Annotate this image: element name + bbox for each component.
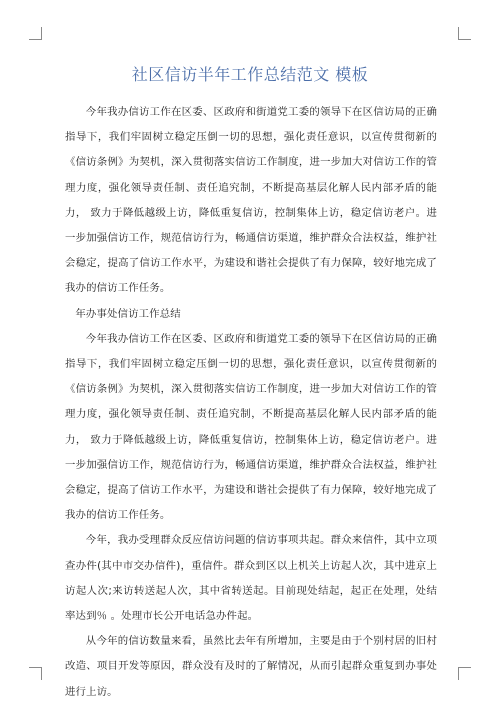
crop-mark-top-right — [458, 27, 471, 40]
paragraph-statistics: 今年，我办受理群众反应信访问题的信访事项共起。群众来信件，其中立项查办件(其中市交办信件)，重信件。群众到区以上机关上访起人次，其中进京上访起人次;来访转送起人次，其中省转送起。目前现处结起，起正在处理，处结率达到％ 。处理市长公开电话急办件起。 — [65, 534, 437, 623]
crop-mark-top-left — [29, 27, 42, 40]
crop-mark-bottom-right — [458, 667, 471, 680]
document-body — [65, 100, 437, 705]
paragraph-repeat: 今年我办信访工作在区委、区政府和街道党工委的领导下在区信访局的正确指导下，我们牢固树立稳定压倒一切的思想，强化责任意识，以宣传贯彻新的《信访条例》为契机，深入贯彻落实信访工作制度，进一步加大对信访工作的管理力度，强化领导责任制、责任追究制，不断提高基层化解人民内部矛盾的能力， 致力于降低越级上访，降低重复信访，控制集体上访，稳定信访老户。进一步加强信访工作，规范信访行为，畅通信访渠道，维护群众合法权益，维护社会稳定，提高了信访工作水平，为建设和谐社会提供了有力保障，较好地完成了我办的信访工作任务。 — [65, 332, 437, 522]
crop-mark-bottom-left — [29, 667, 42, 680]
paragraph-intro: 今年我办信访工作在区委、区政府和街道党工委的领导下在区信访局的正确指导下，我们牢固树立稳定压倒一切的思想，强化责任意识，以宣传贯彻新的《信访条例》为契机，深入贯彻落实信访工作制度，进一步加大对信访工作的管理力度，强化领导责任制、责任追究制，不断提高基层化解人民内部矛盾的能力， 致力于降低越级上访，降低重复信访，控制集体上访，稳定信访老户。进一步加强信访工作，规范信访行为，畅通信访渠道，维护群众合法权益，维护社会稳定，提高了信访工作水平，为建设和谐社会提供了有力保障，较好地完成了我办的信访工作任务。 — [65, 106, 437, 295]
paragraph-analysis: 从今年的信访数量来看，虽然比去年有所增加，主要是由于个别村居的旧村改造、项目开发等原因，群众没有及时的了解情况，从而引起群众重复到办事处进行上访。 — [65, 635, 437, 698]
document-title: 社区信访半年工作总结范文 模板 — [131, 65, 369, 84]
section-heading: 年办事处信访工作总结 — [75, 307, 181, 320]
